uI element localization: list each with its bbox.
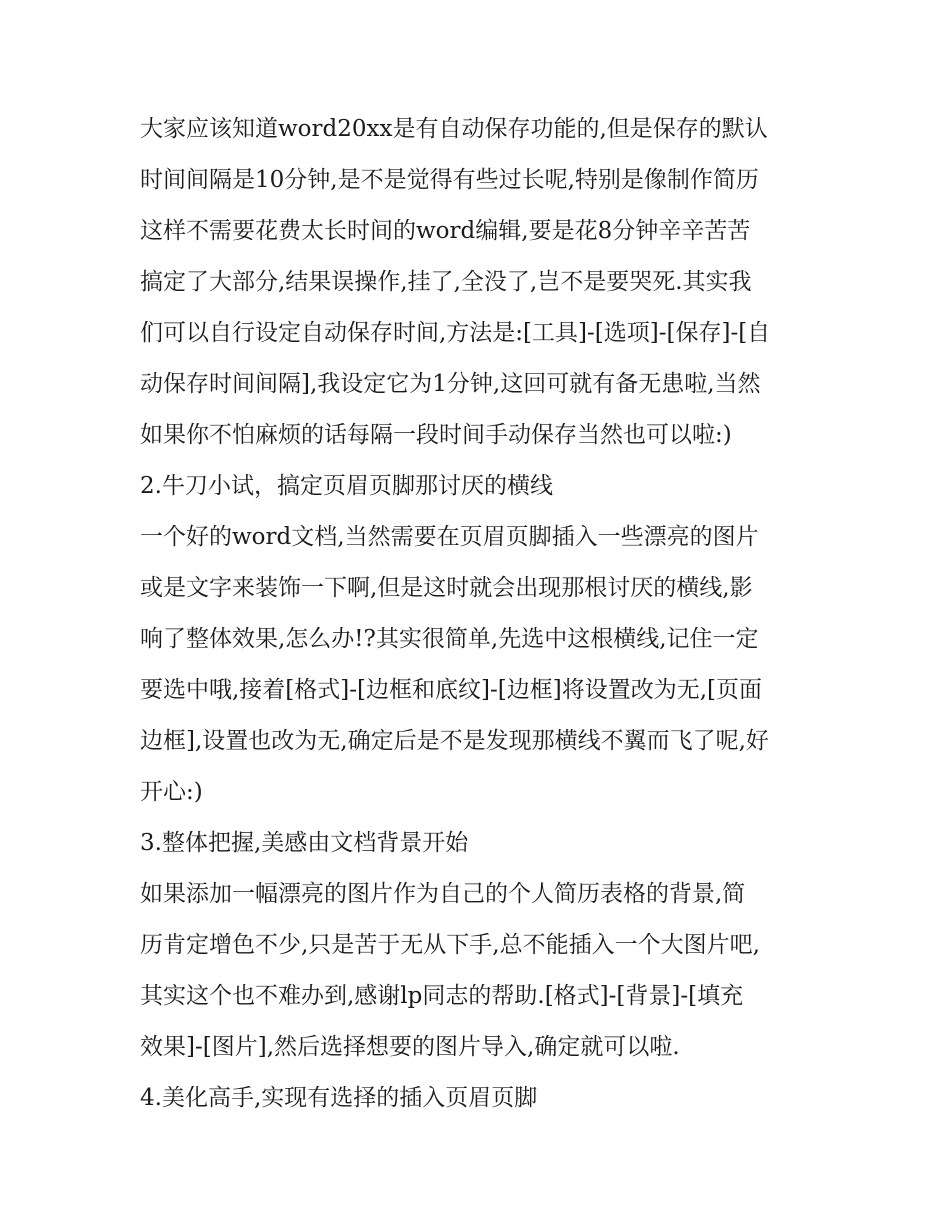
paragraph-line-background: 效果]-[图片],然后选择想要的图片导入,确定就可以啦. [140, 1034, 680, 1060]
paragraph-line-background: 如果添加一幅漂亮的图片作为自己的个人简历表格的背景,简 [140, 881, 746, 907]
paragraph-line-header-line: 开心:) [140, 779, 203, 805]
document-body [140, 104, 812, 1124]
paragraph-line-header-line: 一个好的word文档,当然需要在页眉页脚插入一些漂亮的图片 [140, 524, 759, 550]
paragraph-line-header-line: 边框],设置也改为无,确定后是不是发现那横线不翼而飞了呢,好 [140, 728, 769, 754]
paragraph-line-autosave: 搞定了大部分,结果误操作,挂了,全没了,岂不是要哭死.其实我 [140, 269, 752, 295]
paragraph-line-header-line: 响了整体效果,怎么办!?其实很简单,先选中这根横线,记住一定 [140, 626, 759, 652]
paragraph-line-autosave: 这样不需要花费太长时间的word编辑,要是花8分钟辛辛苦苦 [140, 218, 751, 244]
paragraph-line-header-line: 要选中哦,接着[格式]-[边框和底纹]-[边框]将设置改为无,[页面 [140, 677, 762, 703]
paragraph-line-autosave: 大家应该知道word20xx是有自动保存功能的,但是保存的默认 [140, 116, 768, 142]
paragraph-line-autosave: 如果你不怕麻烦的话每隔一段时间手动保存当然也可以啦:) [140, 422, 732, 448]
paragraph-line-autosave: 时间间隔是10分钟,是不是觉得有些过长呢,特别是像制作简历 [140, 167, 759, 193]
section-heading-2: 2.牛刀小试，搞定页眉页脚那讨厌的横线 [140, 473, 553, 499]
section-heading-4: 4.美化高手,实现有选择的插入页眉页脚 [140, 1085, 538, 1111]
paragraph-line-autosave: 们可以自行设定自动保存时间,方法是:[工具]-[选项]-[保存]-[自 [140, 320, 771, 346]
paragraph-line-background: 其实这个也不难办到,感谢lp同志的帮助.[格式]-[背景]-[填充 [140, 983, 744, 1009]
paragraph-line-autosave: 动保存时间间隔],我设定它为1分钟,这回可就有备无患啦,当然 [140, 371, 761, 397]
paragraph-line-header-line: 或是文字来装饰一下啊,但是这时就会出现那根讨厌的横线,影 [140, 575, 753, 601]
paragraph-line-background: 历肯定增色不少,只是苦于无从下手,总不能插入一个大图片吧, [140, 932, 760, 958]
section-heading-3: 3.整体把握,美感由文档背景开始 [140, 830, 469, 856]
